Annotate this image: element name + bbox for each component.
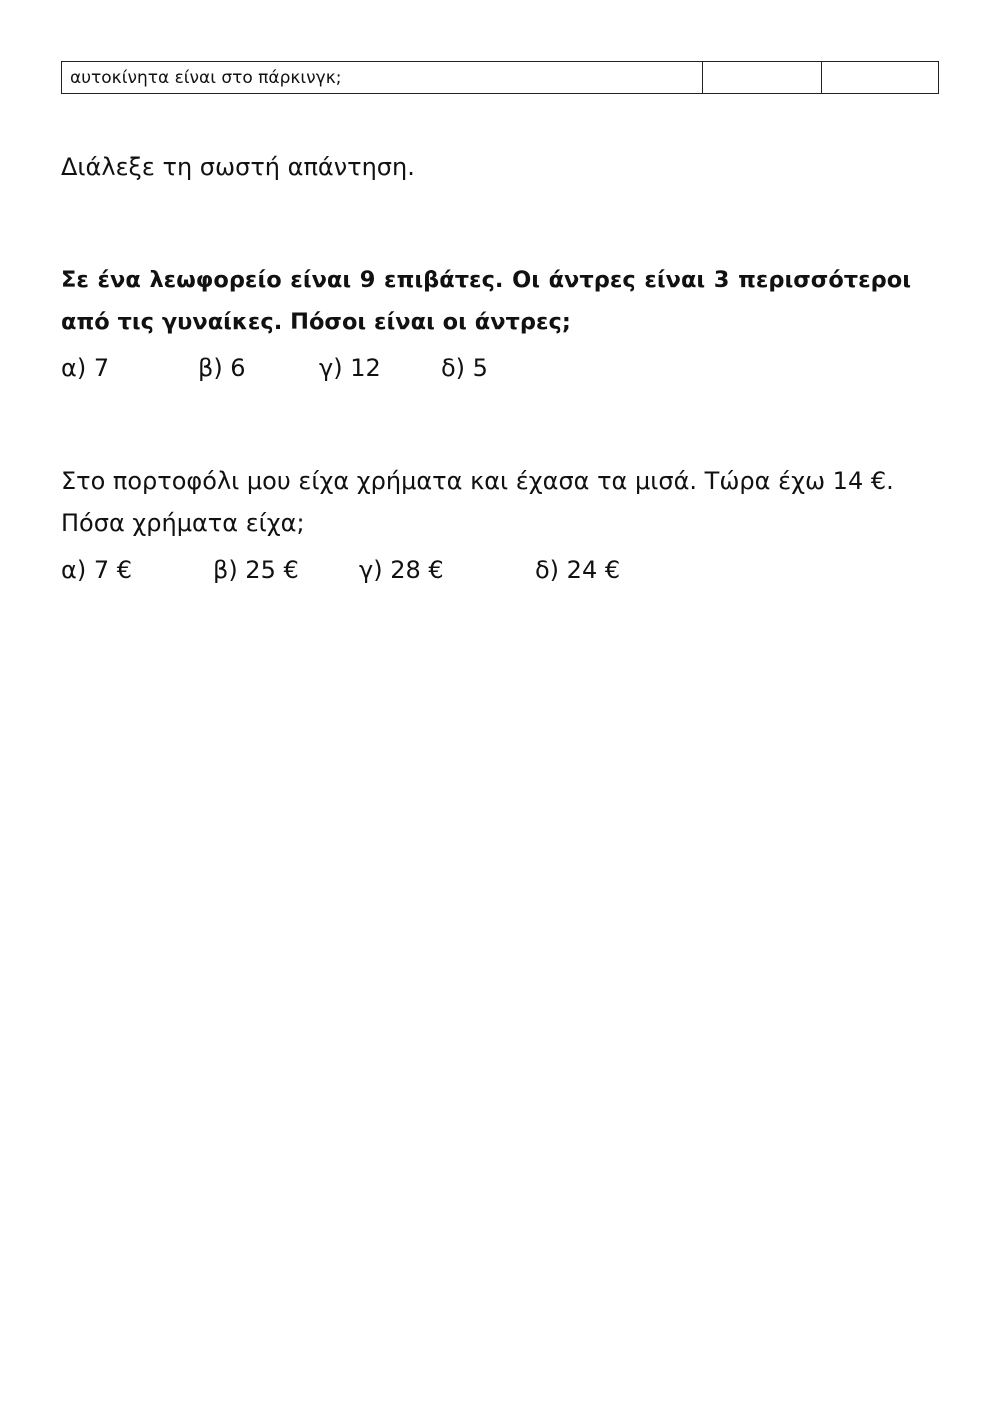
question-2-option-b[interactable]: β) 25 € bbox=[213, 556, 299, 584]
question-2-option-d[interactable]: δ) 24 € bbox=[535, 556, 621, 584]
question-1-options bbox=[61, 354, 961, 386]
question-1-option-a[interactable]: α) 7 bbox=[61, 354, 110, 382]
question-1-line-2: από τις γυναίκες. Πόσοι είναι οι άντρες; bbox=[61, 309, 571, 335]
question-1-option-d[interactable]: δ) 5 bbox=[441, 354, 488, 382]
question-2-options bbox=[61, 556, 961, 588]
instruction-text: Διάλεξε τη σωστή απάντηση. bbox=[61, 153, 415, 181]
question-1-option-b[interactable]: β) 6 bbox=[198, 354, 246, 382]
answer-table bbox=[61, 61, 939, 94]
table-question-cell: αυτοκίνητα είναι στο πάρκινγκ; bbox=[62, 62, 703, 94]
table-row bbox=[62, 62, 939, 94]
table-answer-cell-a[interactable] bbox=[703, 62, 822, 94]
question-1 bbox=[61, 259, 911, 343]
question-2-option-a[interactable]: α) 7 € bbox=[61, 556, 132, 584]
question-1-line-1: Σε ένα λεωφορείο είναι 9 επιβάτες. Οι άντρες είναι 3 περισσότεροι bbox=[61, 267, 911, 293]
table-answer-cell-b[interactable] bbox=[822, 62, 939, 94]
question-1-option-c[interactable]: γ) 12 bbox=[319, 354, 381, 382]
question-2 bbox=[61, 460, 941, 544]
question-2-option-c[interactable]: γ) 28 € bbox=[359, 556, 444, 584]
question-2-line-2: Πόσα χρήματα είχα; bbox=[61, 509, 305, 537]
question-2-line-1: Στο πορτοφόλι μου είχα χρήματα και έχασα τα μισά. Τώρα έχω 14 €. bbox=[61, 467, 894, 495]
